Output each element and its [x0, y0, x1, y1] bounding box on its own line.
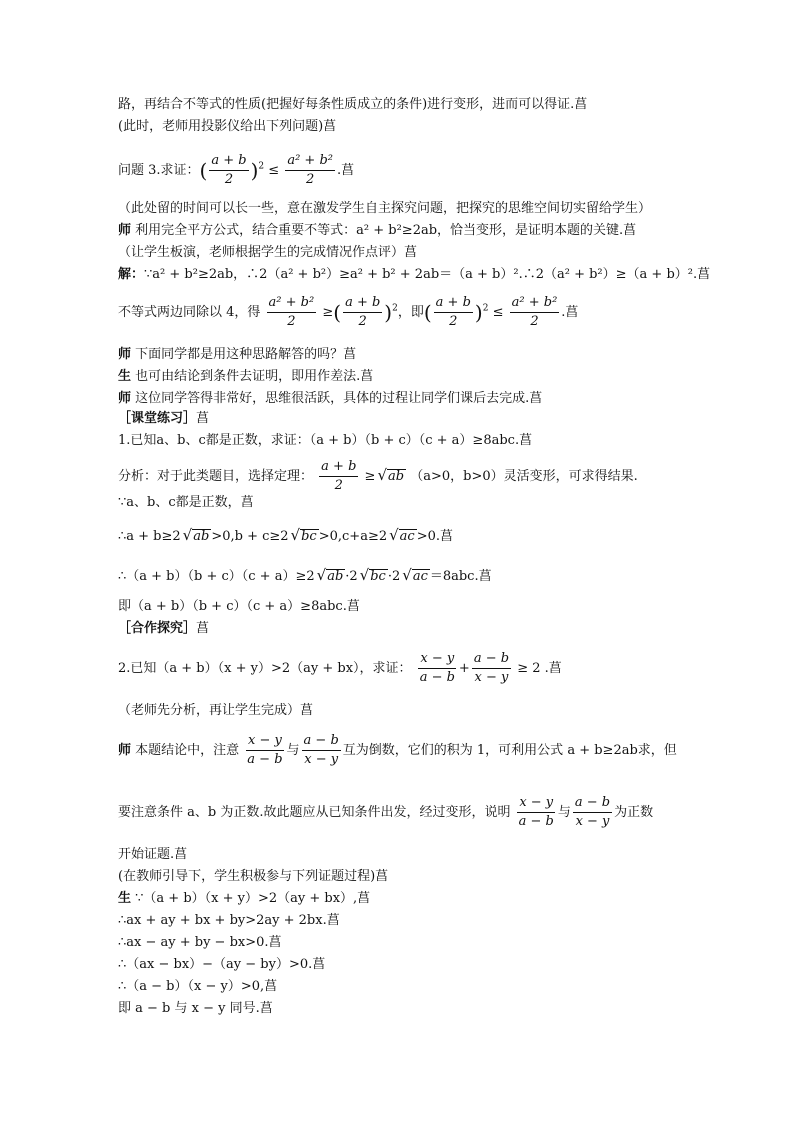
divide-by-4-line [118, 294, 578, 331]
fraction [573, 794, 612, 831]
numerator: a + b [209, 152, 248, 171]
speaker-label: 生 [118, 891, 132, 906]
fraction [319, 458, 358, 495]
numerator: a − b [302, 732, 341, 751]
sqrt-icon: √ [402, 566, 412, 584]
radicand: bc [301, 529, 317, 544]
middle-text: 与 [557, 805, 571, 820]
numerator: a² + b² [510, 294, 560, 313]
student-line-1 [118, 368, 373, 386]
problem-3 [118, 152, 354, 189]
line-text: ∵（a + b）（x + y）>2（ay + bx）,菖 [131, 891, 371, 906]
exponent: 2 [482, 303, 489, 314]
exponent: 2 [258, 161, 265, 172]
segment: >0,c+a≥2 [318, 529, 388, 544]
plus-symbol: + [458, 661, 470, 676]
proof-line-3: ∴（ax − bx）−（ay − by）>0.菖 [118, 957, 326, 972]
suffix: ≥ 2 .菖 [517, 661, 562, 676]
speaker-label: 生 [118, 369, 132, 384]
paren-open: ( [199, 158, 208, 183]
fraction [472, 650, 511, 687]
leq-symbol: ≤ [492, 305, 504, 320]
text-line-2: (此时，老师用投影仪给出下列问题)菖 [118, 119, 337, 134]
fraction [209, 152, 248, 189]
denominator: 2 [334, 478, 343, 493]
teacher-line-4 [118, 732, 677, 769]
segment: ·2 [387, 569, 401, 584]
suffix: 菖 [196, 411, 210, 426]
denominator: a − b [247, 752, 283, 767]
proof-line-5: 即 a − b 与 x − y 同号.菖 [118, 1001, 273, 1016]
inequality-line-17 [118, 566, 492, 586]
section-heading-cooperate [118, 620, 209, 638]
sqrt-icon: √ [290, 526, 301, 544]
fraction [285, 152, 335, 189]
line-text: 利用完全平方公式，结合重要不等式：a² + b²≥2ab，恰当变形，是证明本题的关键.菖 [131, 223, 637, 238]
text-line-15: ∵a、b、c都是正数，菖 [118, 495, 254, 510]
teacher-line-1 [118, 222, 636, 240]
numerator: a² + b² [285, 152, 335, 171]
conclusion-line: 即（a + b）（b + c）（c + a）≥8abc.菖 [118, 599, 360, 614]
paren-close: ) [384, 300, 393, 325]
line-text: ∵a² + b²≥2ab，∴2（a² + b²）≥a² + b² + 2ab＝（a + b）².∴2（a² + b²）≥（a + b）².菖 [144, 267, 711, 282]
proof-line-4: ∴（a − b）（x − y）>0,菖 [118, 979, 278, 994]
numerator: a + b [434, 294, 473, 313]
denominator: 2 [449, 314, 458, 329]
suffix: .菖 [336, 163, 355, 178]
radicand: ab [327, 569, 344, 584]
text-line-25: (在教师引导下，学生积极参与下列证题过程)菖 [118, 869, 389, 884]
solution-line [118, 266, 710, 284]
segment: >0.菖 [416, 529, 453, 544]
suffix: .菖 [561, 305, 579, 320]
paren-open: ( [423, 300, 432, 325]
segment: ∴（a + b）（b + c）（c + a）≥2 [118, 569, 315, 584]
denominator: x − y [304, 752, 339, 767]
numerator: x − y [418, 650, 456, 669]
line-text: 下面同学都是用这种思路解答的吗？菖 [131, 347, 357, 362]
radicand: ab [388, 469, 405, 484]
numerator: a − b [573, 794, 612, 813]
problem-3-prefix: 问题 3.求证： [118, 163, 200, 178]
denominator: x − y [575, 814, 610, 829]
denominator: x − y [474, 670, 509, 685]
denominator: a − b [419, 670, 455, 685]
speaker-label: 师 [118, 347, 132, 362]
exponent: 2 [392, 303, 398, 314]
text-line-1: 路，再结合不等式的性质(把握好每条性质成立的条件)进行变形，进而可以得证.菖 [118, 97, 588, 112]
text-line-23 [118, 794, 653, 831]
sqrt-icon: √ [389, 526, 399, 544]
sqrt-icon: √ [182, 526, 193, 544]
fraction [267, 294, 317, 331]
paren-close: ) [474, 300, 483, 325]
denominator: 2 [224, 172, 234, 187]
student-line-2 [118, 890, 370, 908]
denominator: a − b [518, 814, 554, 829]
section-heading-practice [118, 410, 209, 428]
line-text: 这位同学答得非常好，思维很活跃，具体的过程让同学们课后去完成.菖 [131, 391, 543, 406]
teacher-line-3 [118, 390, 542, 408]
geq-symbol: ≥ [322, 305, 334, 320]
exercise-1: 1.已知a、b、c都是正数，求证：（a + b）（b + c）（c + a）≥8abc.菖 [118, 433, 533, 448]
prefix: 分析：对于此类题目，选择定理： [118, 469, 314, 484]
fraction [302, 732, 341, 769]
suffix: （a>0，b>0）灵活变形，可求得结果. [410, 469, 638, 484]
proof-line-1: ∴ax + ay + bx + by>2ay + 2bx.菖 [118, 913, 340, 928]
suffix: 互为倒数，它们的积为 1，可利用公式 a + b≥2ab求，但 [342, 743, 677, 758]
heading-label: ［课堂练习］ [118, 411, 197, 426]
radicand: ac [399, 529, 415, 544]
prefix: 要注意条件 a、b 为正数.故此题应从已知条件出发，经过变形，说明 [118, 805, 511, 820]
denominator: 2 [530, 314, 539, 329]
segment: ＝8abc.菖 [429, 569, 492, 584]
sqrt-icon: √ [359, 566, 370, 584]
numerator: a − b [472, 650, 511, 669]
speaker-label: 师 [118, 223, 132, 238]
speaker-label: 师 [118, 391, 132, 406]
fraction [517, 794, 556, 831]
numerator: a + b [319, 458, 358, 477]
analysis-line [118, 458, 638, 495]
sqrt-icon: √ [377, 466, 387, 484]
fraction [245, 732, 284, 769]
radicand: bc [370, 569, 386, 584]
speaker-label: 师 [118, 743, 132, 758]
heading-label: ［合作探究］ [118, 621, 197, 636]
prefix: 本题结论中，注意 [131, 743, 240, 758]
prefix: 不等式两边同除以 4，得 [118, 305, 261, 320]
sqrt-icon: √ [316, 566, 327, 584]
segment: >0,b + c≥2 [211, 529, 289, 544]
line-text: 也可由结论到条件去证明，即用作差法.菖 [131, 369, 374, 384]
paren-close: ) [250, 158, 259, 183]
text-line-6: （让学生板演，老师根据学生的完成情况作点评）菖 [118, 245, 418, 260]
numerator: x − y [246, 732, 284, 751]
denominator: 2 [287, 314, 296, 329]
numerator: a + b [343, 294, 382, 313]
denominator: 2 [358, 314, 367, 329]
radicand: ac [412, 569, 428, 584]
fraction [343, 294, 382, 331]
segment: ∴a + b≥2 [118, 529, 181, 544]
numerator: a² + b² [267, 294, 317, 313]
exercise-2 [118, 650, 562, 687]
text-line-24: 开始证题.菖 [118, 847, 188, 862]
prefix: 2.已知（a + b）（x + y）>2（ay + bx），求证： [118, 661, 412, 676]
proof-line-2: ∴ax − ay + by − bx>0.菖 [118, 935, 282, 950]
denominator: 2 [306, 172, 315, 187]
teacher-line-2 [118, 346, 356, 364]
suffix: 菖 [196, 621, 210, 636]
middle-text: 与 [286, 743, 300, 758]
fraction [418, 650, 457, 687]
geq-symbol: ≥ [364, 469, 376, 484]
inequality-line-16 [118, 526, 453, 546]
segment: ·2 [345, 569, 358, 584]
radicand: ab [193, 529, 210, 544]
leq-symbol: ≤ [268, 163, 280, 178]
text-line-21: （老师先分析，再让学生完成）菖 [118, 703, 314, 718]
numerator: x − y [517, 794, 555, 813]
fraction [510, 294, 560, 331]
fraction [434, 294, 473, 331]
suffix: 为正数 [614, 805, 654, 820]
middle-text: ，即 [397, 305, 424, 320]
speaker-label: 解： [118, 267, 145, 282]
paren-open: ( [333, 300, 342, 325]
text-line-4: （此处留的时间可以长一些，意在激发学生自主探究问题，把探究的思维空间切实留给学生） [118, 201, 652, 216]
